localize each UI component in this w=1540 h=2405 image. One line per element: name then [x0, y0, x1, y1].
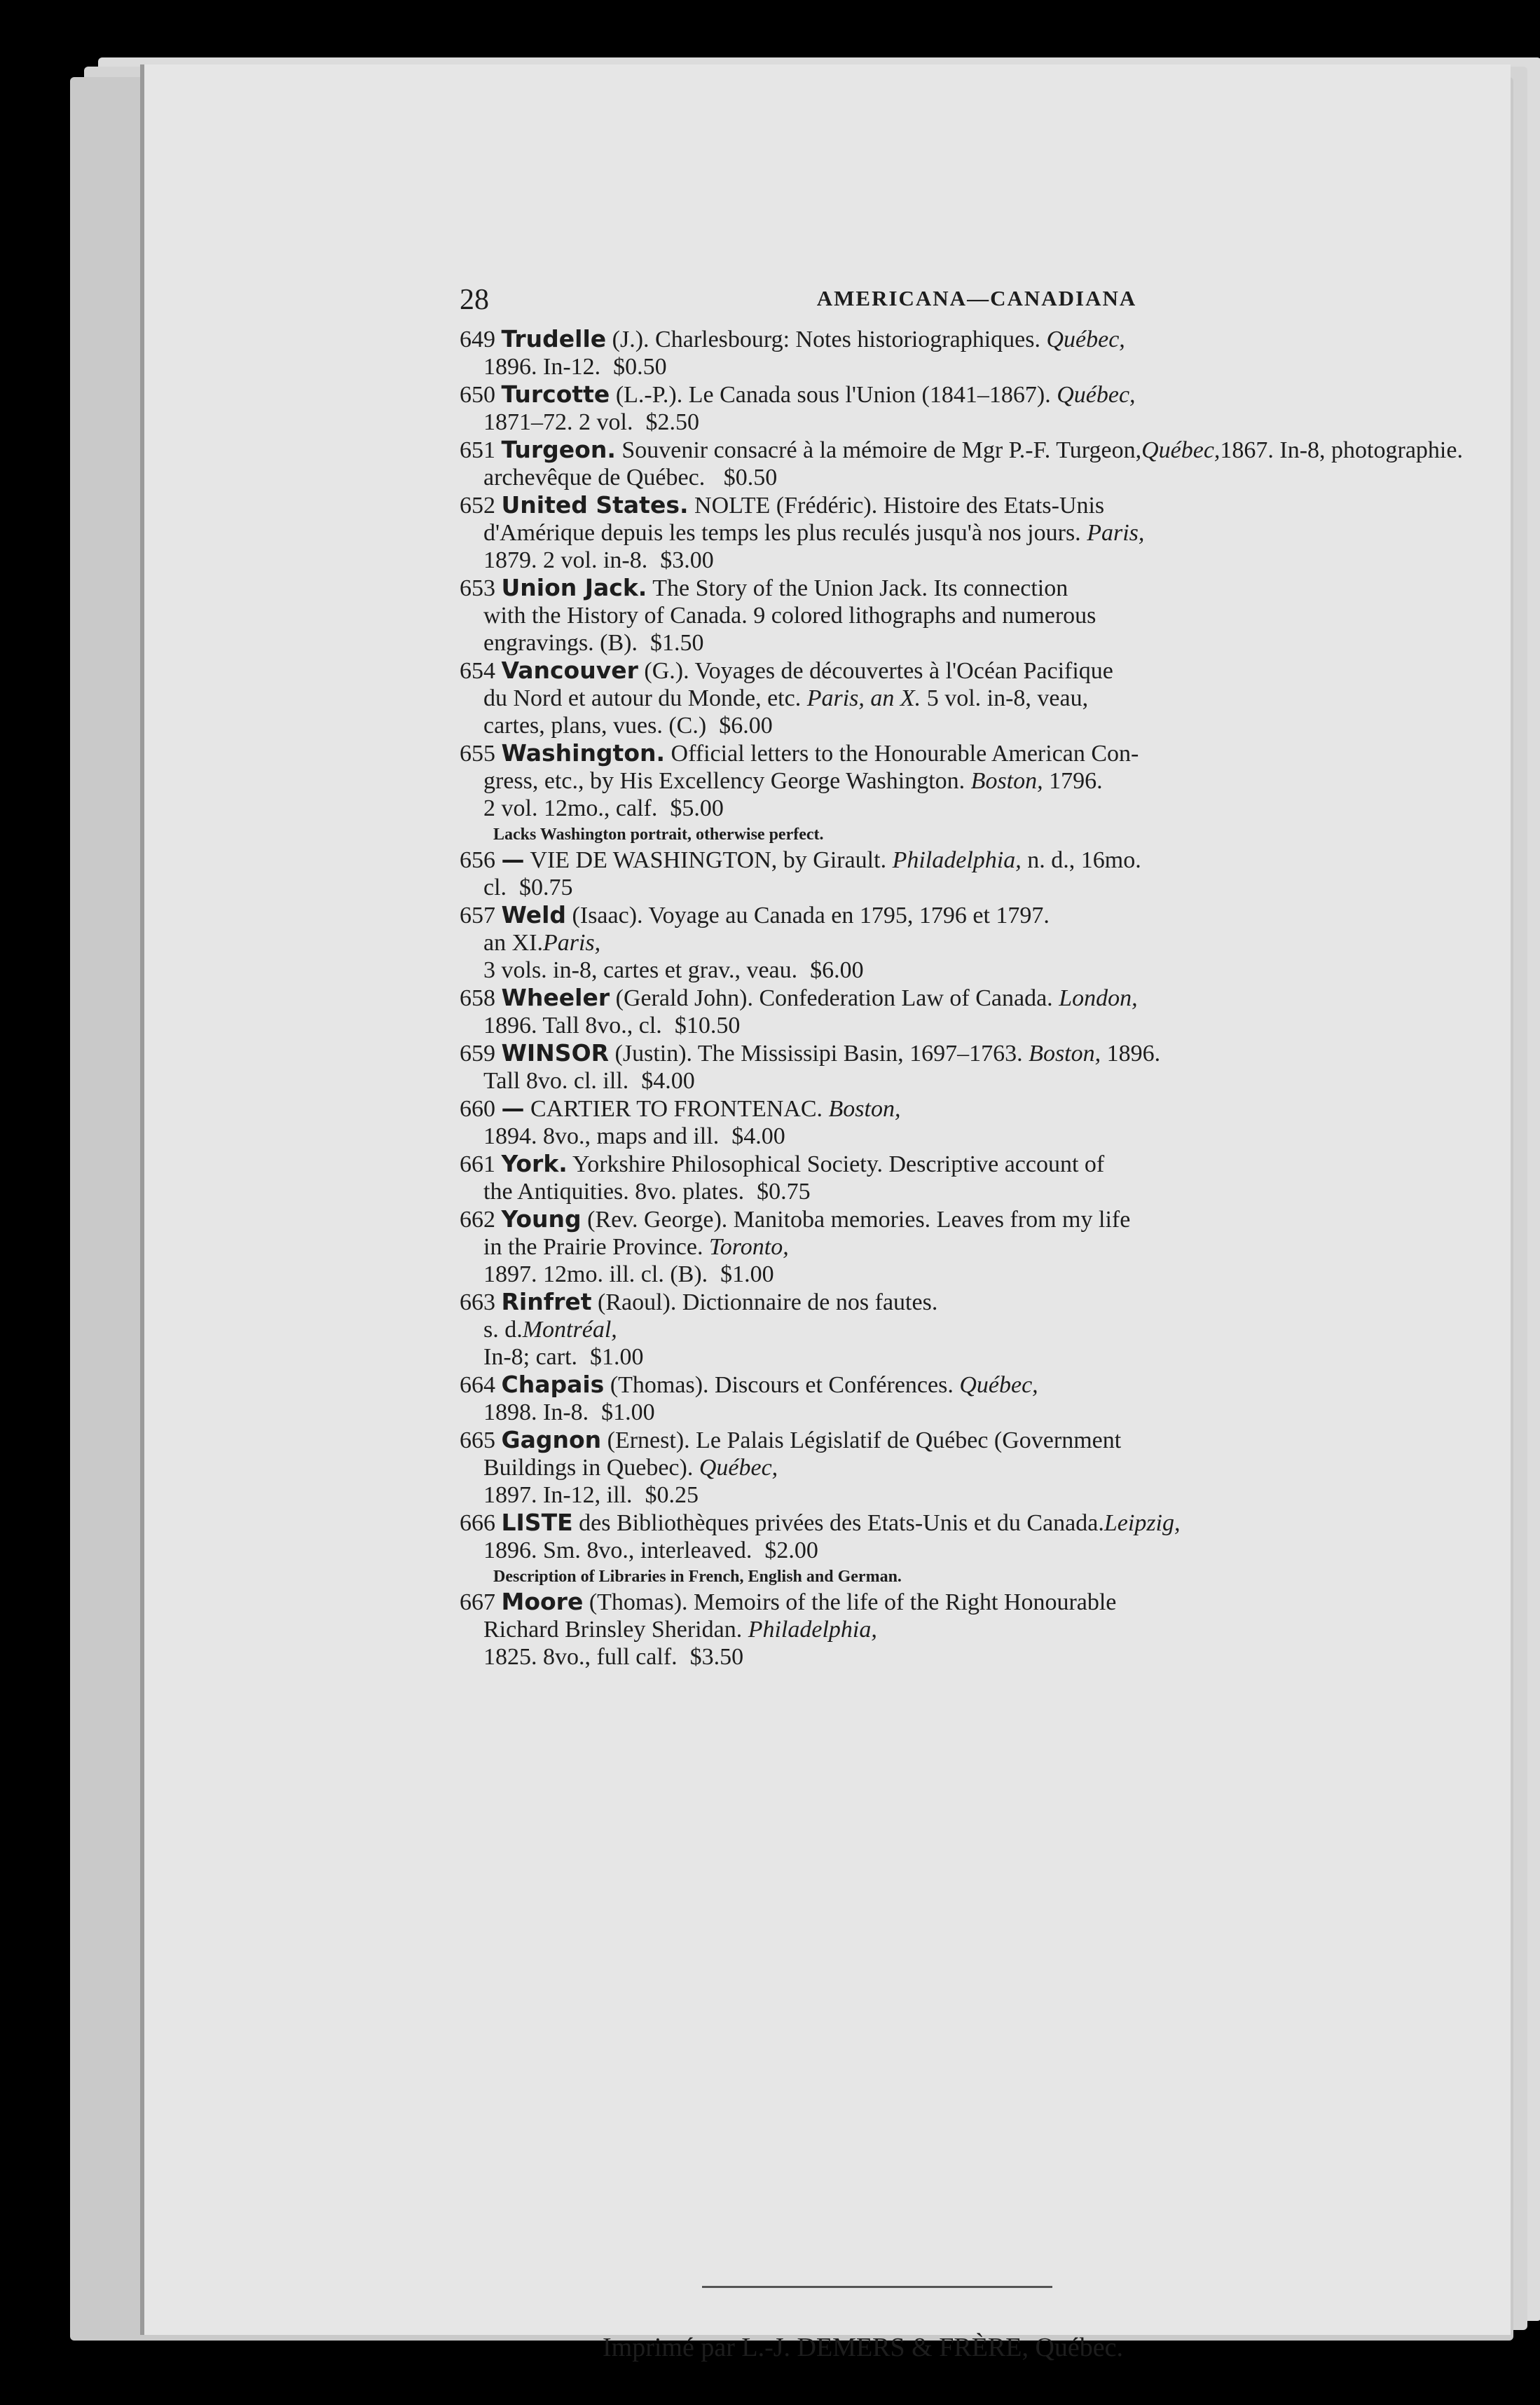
entry-text: 1896. In-12.: [483, 354, 601, 380]
entry-place: Montréal,: [522, 1317, 617, 1343]
entry-number: 662: [460, 1207, 495, 1233]
entry-line: [460, 657, 1494, 685]
entry-name: Union Jack.: [501, 574, 647, 601]
entry-line: [460, 712, 1494, 739]
entry-text: Souvenir consacré à la mémoire de Mgr P.-F. Turgeon,: [621, 437, 1142, 463]
catalogue-entries: [460, 325, 1494, 1671]
entry-place: Québec,: [1141, 437, 1221, 463]
entry-text: (Ernest). Le Palais Législatif de Québec (Government: [607, 1427, 1122, 1453]
entry-price: $10.50: [674, 1013, 741, 1039]
entry-line: [460, 957, 1494, 984]
entry-text: 1897. 12mo. ill. cl. (B).: [483, 1261, 708, 1287]
entry-text: 1897. In-12, ill.: [483, 1482, 633, 1508]
entry-text: 1896. Sm. 8vo., interleaved.: [483, 1537, 752, 1563]
entry-price: $1.00: [590, 1344, 644, 1370]
entry-price: $3.50: [689, 1644, 744, 1670]
entry-price: $2.50: [645, 409, 699, 435]
entry-text: (Rev. George). Manitoba memories. Leaves from my life: [587, 1207, 1131, 1233]
entry-place: Paris,: [542, 930, 601, 956]
entry-price: $5.00: [670, 795, 724, 821]
page-body: [460, 283, 1494, 1671]
entry-line: [460, 491, 1494, 519]
entry-text: 1825. 8vo., full calf.: [483, 1644, 678, 1670]
entry-price: $6.00: [719, 713, 773, 739]
entry-number: 666: [460, 1510, 495, 1536]
entry-name: Rinfret: [501, 1288, 592, 1315]
entry-line: [460, 574, 1494, 602]
entry-number: 667: [460, 1589, 495, 1615]
entry-line: [460, 1012, 1494, 1039]
entry-place: Toronto,: [708, 1234, 789, 1260]
entry-name: Turgeon.: [501, 436, 616, 463]
entry-text: des Bibliothèques privées des Etats-Unis et du Canada.: [579, 1510, 1104, 1536]
catalogue-entry: [460, 381, 1494, 436]
entry-line: [460, 1178, 1494, 1205]
entry-text: the Antiquities. 8vo. plates.: [483, 1179, 745, 1205]
entry-number: 652: [460, 493, 495, 519]
entry-line: [460, 353, 1494, 381]
entry-place: Québec,: [1046, 327, 1125, 352]
catalogue-entry: [460, 1288, 1494, 1371]
entry-price: $0.75: [519, 875, 573, 900]
entry-number: 657: [460, 903, 495, 929]
entry-line: [460, 1481, 1494, 1509]
entry-note: Lacks Washington portrait, otherwise perfect.: [493, 825, 824, 844]
entry-text: archevêque de Québec.: [483, 465, 711, 491]
entry-line: [460, 739, 1494, 767]
printer-imprint: Imprimé par L.-J. DEMERS & FRÈRE, Québec.: [603, 2333, 1124, 2362]
entry-line: [460, 1095, 1494, 1123]
entry-text: NOLTE (Frédéric). Histoire des Etats-Unis: [694, 493, 1105, 519]
entry-text: s. d.: [483, 1317, 523, 1343]
entry-text: (Gerald John). Confederation Law of Canada.: [615, 985, 1059, 1011]
entry-text: Richard Brinsley Sheridan.: [483, 1617, 748, 1643]
entry-text: 3 vols. in-8, cartes et grav., veau.: [483, 957, 798, 983]
entry-number: 665: [460, 1427, 495, 1453]
entry-text: 1896. Tall 8vo., cl.: [483, 1013, 662, 1039]
entry-place: Boston,: [1029, 1041, 1101, 1067]
entry-line: [460, 325, 1494, 353]
catalogue-entry: [460, 1095, 1494, 1150]
entry-text: with the History of Canada. 9 colored lithographs and numerous: [483, 603, 1096, 629]
entry-line: [460, 381, 1494, 409]
entry-price: $2.00: [764, 1537, 818, 1563]
catalogue-entry: [460, 739, 1494, 822]
entry-number: 654: [460, 658, 495, 684]
entry-place: Philadelphia,: [892, 847, 1022, 873]
entry-line: [460, 1150, 1494, 1178]
entry-line: [460, 1288, 1494, 1316]
entry-text: (Thomas). Discours et Conférences.: [610, 1372, 960, 1398]
entry-price: $1.00: [720, 1261, 774, 1287]
entry-text: cl.: [483, 875, 507, 900]
catalogue-entry: [460, 436, 1494, 491]
catalogue-entry: [460, 1150, 1494, 1205]
entry-price: $6.00: [810, 957, 864, 983]
entry-line: [460, 1588, 1494, 1616]
catalogue-entry: [460, 491, 1494, 574]
entry-number: 661: [460, 1151, 495, 1177]
entry-number: 663: [460, 1289, 495, 1315]
entry-text: (G.). Voyages de découvertes à l'Océan Pacifique: [644, 658, 1113, 684]
entry-line: [460, 629, 1494, 657]
entry-place: Paris, an X.: [806, 685, 921, 711]
entry-name: Trudelle: [501, 325, 607, 352]
entry-number: 656: [460, 847, 495, 873]
entry-text: an XI.: [483, 930, 543, 956]
entry-number: 650: [460, 382, 495, 408]
entry-rest: 1896.: [1101, 1041, 1161, 1067]
entry-number: 658: [460, 985, 495, 1011]
entry-number: 651: [460, 437, 495, 463]
catalogue-entry: [460, 984, 1494, 1039]
entry-line: [460, 547, 1494, 574]
entry-price: $4.00: [641, 1068, 695, 1094]
entry-line: [460, 874, 1494, 901]
catalogue-entry: [460, 1371, 1494, 1426]
entry-line: [460, 1316, 1494, 1343]
entry-line: [460, 1039, 1494, 1067]
entry-text: Buildings in Quebec).: [483, 1455, 699, 1481]
entry-place: Québec,: [699, 1455, 778, 1481]
entry-text: in the Prairie Province.: [483, 1234, 709, 1260]
entry-price: $0.25: [645, 1482, 699, 1508]
entry-line: [460, 1643, 1494, 1671]
entry-place: Boston,: [970, 768, 1043, 794]
catalogue-entry: [460, 1039, 1494, 1095]
document-page: [140, 64, 1511, 2335]
entry-text: (Thomas). Memoirs of the life of the Right Honourable: [589, 1589, 1117, 1615]
entry-price: $3.00: [660, 547, 714, 573]
entry-text: (Justin). The Mississipi Basin, 1697–1763.: [614, 1041, 1029, 1067]
entry-name: Wheeler: [501, 984, 610, 1011]
page-number: 28: [460, 284, 489, 316]
entry-line: [460, 602, 1494, 629]
entry-line: [460, 1205, 1494, 1233]
entry-price: $0.75: [757, 1179, 811, 1205]
entry-name: Vancouver: [501, 657, 638, 684]
running-head: [460, 283, 1494, 325]
entry-line: [460, 519, 1494, 547]
entry-line: [460, 795, 1494, 822]
entry-text: Tall 8vo. cl. ill.: [483, 1068, 629, 1094]
catalogue-entry: [460, 1426, 1494, 1509]
entry-name: —: [501, 1095, 525, 1122]
catalogue-entry: [460, 901, 1494, 984]
entry-line: [460, 1261, 1494, 1288]
entry-price: $1.00: [601, 1399, 655, 1425]
entry-number: 653: [460, 575, 495, 601]
entry-line: [460, 846, 1494, 874]
entry-text: 1871–72. 2 vol.: [483, 409, 633, 435]
entry-rest: 5 vol. in-8, veau,: [921, 685, 1089, 711]
entry-line: [460, 1233, 1494, 1261]
entry-line: [460, 464, 1494, 491]
entry-name: WINSOR: [501, 1039, 610, 1067]
entry-text: gress, etc., by His Excellency George Washington.: [483, 768, 971, 794]
entry-text: d'Amérique depuis les temps les plus reculés jusqu'à nos jours.: [483, 520, 1087, 546]
entry-place: Boston,: [828, 1096, 901, 1122]
entry-text: VIE DE WASHINGTON, by Girault.: [530, 847, 893, 873]
entry-name: —: [501, 846, 525, 873]
entry-text: 1879. 2 vol. in-8.: [483, 547, 648, 573]
entry-place: Paris,: [1087, 520, 1145, 546]
entry-text: Yorkshire Philosophical Society. Descriptive account of: [572, 1151, 1105, 1177]
footer-rule: [702, 2286, 1052, 2288]
entry-price: $0.50: [723, 465, 778, 491]
entry-line: [460, 1067, 1494, 1095]
entry-line: [460, 984, 1494, 1012]
entry-note: Description of Libraries in French, English and German.: [493, 1568, 902, 1586]
entry-line: [460, 1123, 1494, 1150]
entry-line: [460, 1537, 1494, 1564]
entry-text: The Story of the Union Jack. Its connection: [652, 575, 1068, 601]
entry-name: LISTE: [501, 1509, 573, 1536]
catalogue-entry: [460, 325, 1494, 381]
entry-text: engravings. (B).: [483, 630, 638, 656]
entry-place: Québec,: [959, 1372, 1038, 1398]
entry-text: cartes, plans, vues. (C.): [483, 713, 707, 739]
entry-line: [460, 901, 1494, 929]
entry-place: Leipzig,: [1104, 1510, 1181, 1536]
entry-line: [460, 409, 1494, 436]
entry-number: 664: [460, 1372, 495, 1398]
entry-text: (Isaac). Voyage au Canada en 1795, 1796 et 1797.: [572, 903, 1050, 929]
catalogue-entry: [460, 574, 1494, 657]
entry-name: United States.: [501, 491, 689, 519]
entry-line: [460, 1616, 1494, 1643]
catalogue-entry: [460, 846, 1494, 901]
entry-line: [460, 1371, 1494, 1399]
entry-line: [460, 685, 1494, 712]
entry-rest: 1867. In-8, photographie.: [1220, 437, 1463, 463]
entry-price: $4.00: [731, 1123, 785, 1149]
entry-name: Weld: [501, 901, 567, 929]
entry-line: [460, 1399, 1494, 1426]
entry-text: In-8; cart.: [483, 1344, 578, 1370]
entry-line: [460, 1426, 1494, 1454]
entry-price: $1.50: [650, 630, 704, 656]
entry-text: Official letters to the Honourable American Con-: [671, 741, 1139, 767]
entry-name: Moore: [501, 1588, 584, 1615]
entry-line: [460, 1454, 1494, 1481]
entry-number: 659: [460, 1041, 495, 1067]
entry-place: London,: [1059, 985, 1138, 1011]
entry-name: Turcotte: [501, 381, 610, 408]
entry-rest: 1796.: [1043, 768, 1103, 794]
entry-name: Young: [501, 1205, 582, 1233]
entry-text: 1898. In-8.: [483, 1399, 589, 1425]
entry-rest: n. d., 16mo.: [1021, 847, 1141, 873]
entry-text: (J.). Charlesbourg: Notes historiographiques.: [612, 327, 1047, 352]
entry-number: 660: [460, 1096, 495, 1122]
entry-line: [460, 1509, 1494, 1537]
catalogue-entry: [460, 657, 1494, 739]
entry-name: York.: [501, 1150, 568, 1177]
entry-name: Chapais: [501, 1371, 605, 1398]
entry-name: Washington.: [501, 739, 666, 767]
entry-price: $0.50: [613, 354, 667, 380]
entry-number: 649: [460, 327, 495, 352]
entry-text: (L.-P.). Le Canada sous l'Union (1841–1867).: [615, 382, 1057, 408]
running-head-title: AMERICANA—CANADIANA: [816, 286, 1137, 310]
entry-number: 655: [460, 741, 495, 767]
entry-text: du Nord et autour du Monde, etc.: [483, 685, 807, 711]
entry-line: [460, 929, 1494, 957]
catalogue-entry: [460, 1205, 1494, 1288]
entry-line: [460, 436, 1494, 464]
catalogue-entry: [460, 1588, 1494, 1671]
entry-text: 2 vol. 12mo., calf.: [483, 795, 658, 821]
catalogue-entry: [460, 1509, 1494, 1564]
entry-text: (Raoul). Dictionnaire de nos fautes.: [598, 1289, 938, 1315]
entry-place: Québec,: [1057, 382, 1136, 408]
entry-text: 1894. 8vo., maps and ill.: [483, 1123, 720, 1149]
entry-line: [460, 767, 1494, 795]
entry-name: Gagnon: [501, 1426, 602, 1453]
entry-line: [460, 1343, 1494, 1371]
entry-place: Philadelphia,: [748, 1617, 877, 1643]
entry-text: CARTIER TO FRONTENAC.: [530, 1096, 829, 1122]
